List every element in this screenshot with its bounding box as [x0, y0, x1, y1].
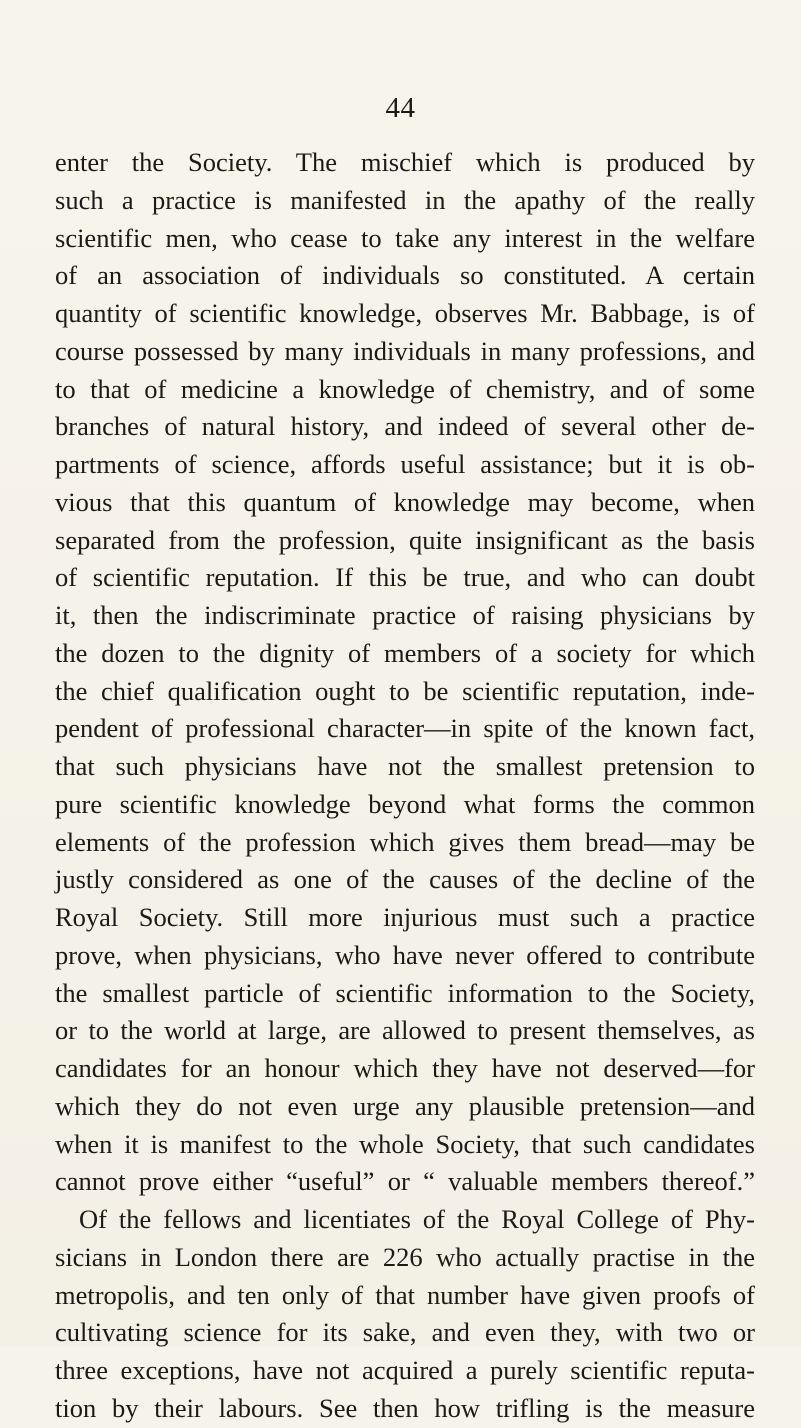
text-line: pure scientific knowledge beyond what forms the common [55, 788, 755, 819]
text-line: vious that this quantum of knowledge may become, when [55, 486, 755, 517]
text-line: such a practice is manifested in the apathy of the really [55, 184, 755, 215]
text-line: of an association of individuals so constituted. A certain [55, 260, 755, 291]
text-line: scientific men, who cease to take any interest in the welfare [55, 222, 755, 253]
text-line: cultivating science for its sake, and even they, with two or [55, 1317, 755, 1348]
text-line: branches of natural history, and indeed of several other de- [55, 411, 755, 442]
text-line: elements of the profession which gives them bread—may be [55, 826, 755, 857]
text-line: partments of science, affords useful assistance; but it is ob- [55, 449, 755, 479]
text-line: which they do not even urge any plausible pretension—and [55, 1090, 755, 1121]
text-line: enter the Society. The mischief which is produced by [55, 147, 755, 177]
text-line: tion by their labours. See then how trifling is the measure [55, 1392, 755, 1423]
text-line: it, then the indiscriminate practice of raising physicians by [55, 600, 755, 630]
text-line: candidates for an honour which they have not deserved—for [55, 1053, 755, 1083]
text-line: pendent of professional character—in spite of the known fact, [55, 713, 755, 744]
text-line: three exceptions, have not acquired a purely scientific reputa- [55, 1355, 755, 1385]
text-line: cannot prove either “useful” or “ valuable members thereof.” [55, 1166, 755, 1197]
text-line: course possessed by many individuals in many professions, and [55, 335, 755, 366]
text-line: when it is manifest to the whole Society, that such candidates [55, 1128, 755, 1159]
body-text [55, 144, 755, 1428]
text-line: or to the world at large, are allowed to present themselves, as [55, 1015, 755, 1046]
text-line: of scientific reputation. If this be true, and who can doubt [55, 562, 755, 593]
paragraph-start-line: Of the fellows and licentiates of the Royal College of Phy- [79, 1204, 755, 1234]
text-line: that such physicians have not the smallest pretension to [55, 751, 755, 781]
text-line: justly considered as one of the causes of the decline of the [55, 864, 755, 895]
text-line: prove, when physicians, who have never offered to contribute [55, 939, 755, 970]
page-number: 44 [385, 92, 416, 124]
text-line: the chief qualification ought to be scientific reputation, inde- [55, 675, 755, 706]
text-line: separated from the profession, quite insignificant as the basis [55, 524, 755, 555]
text-line: metropolis, and ten only of that number have given proofs of [55, 1279, 755, 1310]
text-line: Royal Society. Still more injurious must such a practice [55, 902, 755, 932]
text-line: sicians in London there are 226 who actually practise in the [55, 1241, 755, 1272]
text-line: the smallest particle of scientific information to the Society, [55, 977, 755, 1008]
text-line: to that of medicine a knowledge of chemistry, and of some [55, 373, 755, 404]
text-line: quantity of scientific knowledge, observes Mr. Babbage, is of [55, 298, 755, 328]
text-line: the dozen to the dignity of members of a society for which [55, 637, 755, 668]
